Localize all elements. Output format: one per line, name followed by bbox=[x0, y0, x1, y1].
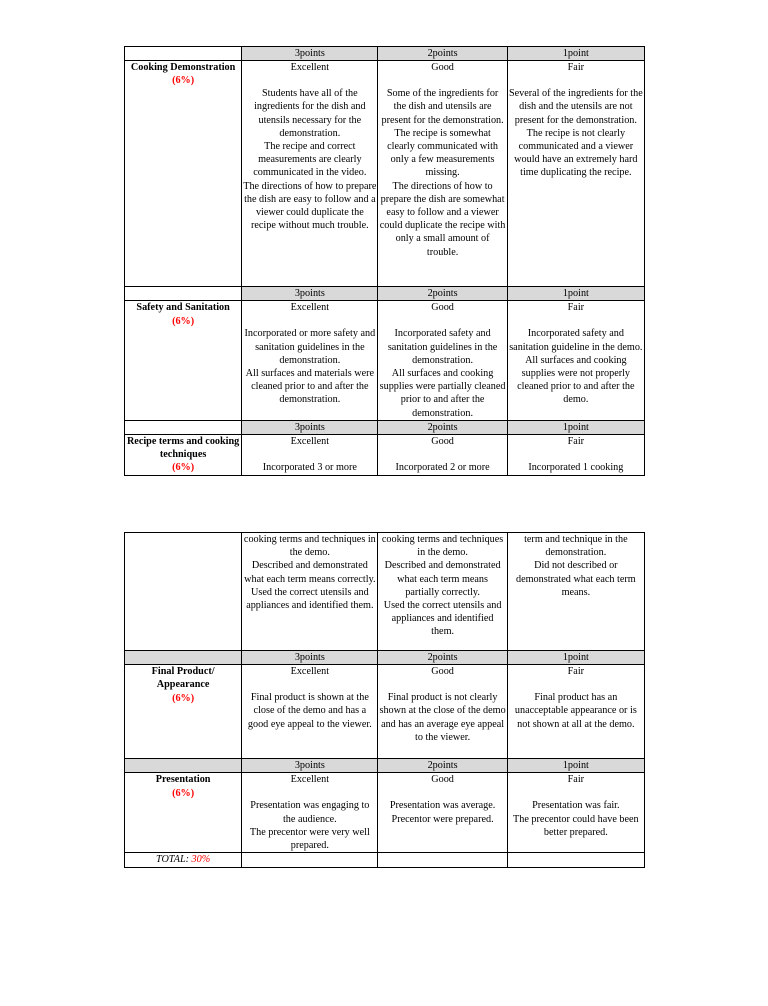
level-description: Incorporated or more safety and sanitation guidelines in the demonstration. All surfaces and materials were cleaned prior to and after the demonstration. bbox=[244, 328, 376, 406]
level-description: Presentation was average. Precentor were prepared. bbox=[389, 800, 496, 825]
level-description: Presentation was fair. The precentor could have been better prepared. bbox=[513, 800, 639, 838]
level-label: Excellent bbox=[290, 436, 330, 448]
cell-fair bbox=[507, 665, 644, 759]
cell-fair bbox=[507, 301, 644, 420]
rubric-table-2 bbox=[124, 532, 645, 868]
points-2: 2points bbox=[378, 420, 507, 434]
rubric-table-1 bbox=[124, 46, 645, 476]
level-description: Presentation was engaging to the audience. The precentor were very well prepared. bbox=[249, 800, 370, 852]
points-3: 3points bbox=[242, 47, 378, 61]
points-2: 2points bbox=[378, 759, 507, 773]
points-header-row bbox=[125, 651, 645, 665]
level-label: Excellent bbox=[290, 774, 330, 786]
level-label: Good bbox=[431, 62, 454, 74]
criterion-weight: (6%) bbox=[172, 462, 195, 474]
points-header-row bbox=[125, 759, 645, 773]
level-description: term and technique in the demonstration. Did not described or demonstrated what each term means. bbox=[516, 534, 636, 598]
level-description: Incorporated 2 or more bbox=[395, 462, 490, 474]
level-description: Incorporated 3 or more bbox=[262, 462, 357, 474]
cell-good bbox=[378, 301, 507, 420]
criterion-row-final-product bbox=[125, 665, 645, 759]
points-2: 2points bbox=[378, 287, 507, 301]
cell-good bbox=[378, 533, 507, 651]
criterion-row-safety bbox=[125, 301, 645, 420]
points-header-row bbox=[125, 420, 645, 434]
points-3: 3points bbox=[242, 651, 378, 665]
cell-excellent bbox=[242, 773, 378, 853]
points-1: 1point bbox=[507, 47, 644, 61]
level-description: Incorporated 1 cooking bbox=[528, 462, 624, 474]
cell-good bbox=[378, 665, 507, 759]
criterion-name: Final Product/ Appearance bbox=[151, 666, 215, 691]
level-label: Good bbox=[431, 774, 454, 786]
level-label: Fair bbox=[567, 302, 585, 314]
criterion-label bbox=[125, 665, 242, 759]
criterion-label bbox=[125, 773, 242, 853]
criterion-row-presentation bbox=[125, 773, 645, 853]
level-label: Fair bbox=[567, 436, 585, 448]
points-1: 1point bbox=[507, 651, 644, 665]
level-label: Excellent bbox=[290, 666, 330, 678]
level-label: Fair bbox=[567, 666, 585, 678]
criterion-weight: (6%) bbox=[172, 75, 195, 87]
level-description: Some of the ingredients for the dish and utensils are present for the demonstration. The recipe is somewhat clearly communicated with only a few measurements missing. The directions of how to prepare the dish are somewhat easy to follow and a viewer could duplicate the recipe with only a small amount of trouble. bbox=[379, 88, 506, 258]
criterion-name: Safety and Sanitation bbox=[136, 302, 230, 314]
level-label: Good bbox=[431, 666, 454, 678]
points-3: 3points bbox=[242, 759, 378, 773]
cell-excellent bbox=[242, 435, 378, 476]
level-description: Incorporated safety and sanitation guideline in the demo. All surfaces and cooking supplies were not properly cleaned prior to and after the demo. bbox=[509, 328, 643, 406]
points-3: 3points bbox=[242, 420, 378, 434]
level-label: Excellent bbox=[290, 62, 330, 74]
level-description: Students have all of the ingredients for the dish and utensils necessary for the demonstration. The recipe and correct measurements are clearly communicated in the video. The directions of how to prepare the dish are easy to follow and a viewer could duplicate the recipe without much trouble. bbox=[243, 88, 377, 232]
total-label: TOTAL: bbox=[155, 854, 189, 866]
criterion-row-cooking bbox=[125, 61, 645, 287]
cell-fair bbox=[507, 61, 644, 287]
level-description: Final product is shown at the close of the demo and has a good eye appeal to the viewer. bbox=[247, 692, 372, 730]
criterion-weight: (6%) bbox=[172, 787, 195, 799]
level-label: Fair bbox=[567, 774, 585, 786]
cell-good bbox=[378, 435, 507, 476]
cell-excellent bbox=[242, 301, 378, 420]
level-description: Final product is not clearly shown at the close of the demo and has an average eye appeal to the viewer. bbox=[379, 692, 506, 743]
cell-excellent bbox=[242, 533, 378, 651]
level-description: Final product has an unacceptable appearance or is not shown at all at the demo. bbox=[514, 692, 637, 730]
total-value: 30% bbox=[191, 854, 211, 866]
level-label: Good bbox=[431, 436, 454, 448]
points-2: 2points bbox=[378, 47, 507, 61]
points-header-row bbox=[125, 47, 645, 61]
criterion-row-terms bbox=[125, 435, 645, 476]
level-label: Good bbox=[431, 302, 454, 314]
cell-fair bbox=[507, 435, 644, 476]
level-description: cooking terms and techniques in the demo. Described and demonstrated what each term means correctly. Used the correct utensils and appliances and identified them. bbox=[243, 534, 376, 612]
criterion-label bbox=[125, 61, 242, 287]
cell-good bbox=[378, 773, 507, 853]
level-label: Fair bbox=[567, 62, 585, 74]
criterion-name: Presentation bbox=[155, 774, 211, 786]
level-description: cooking terms and techniques in the demo. Described and demonstrated what each term means partially correctly. Used the correct utensils and appliances and identified them. bbox=[381, 534, 504, 638]
total-row bbox=[125, 853, 645, 867]
level-description: Incorporated safety and sanitation guidelines in the demonstration. All surfaces and cooking supplies were partially cleaned prior to and after the demonstration. bbox=[379, 328, 506, 419]
cell-fair bbox=[507, 533, 644, 651]
cell-excellent bbox=[242, 61, 378, 287]
points-header-row bbox=[125, 287, 645, 301]
points-1: 1point bbox=[507, 287, 644, 301]
points-2: 2points bbox=[378, 651, 507, 665]
level-description: Several of the ingredients for the dish and the utensils are not present for the demonstration. The recipe is not clearly communicated and a viewer would have an extremely hard time duplicating the recipe. bbox=[508, 88, 643, 179]
criterion-label bbox=[125, 301, 242, 420]
points-1: 1point bbox=[507, 420, 644, 434]
criterion-name: Recipe terms and cooking techniques bbox=[126, 436, 240, 461]
criterion-weight: (6%) bbox=[172, 315, 195, 327]
cell-good bbox=[378, 61, 507, 287]
level-label: Excellent bbox=[290, 302, 330, 314]
criterion-label bbox=[125, 435, 242, 476]
criterion-name: Cooking Demonstration bbox=[130, 62, 236, 74]
points-3: 3points bbox=[242, 287, 378, 301]
criterion-row-terms-continued bbox=[125, 533, 645, 651]
criterion-weight: (6%) bbox=[172, 692, 195, 704]
cell-fair bbox=[507, 773, 644, 853]
cell-excellent bbox=[242, 665, 378, 759]
total-cell bbox=[125, 853, 242, 867]
points-1: 1point bbox=[507, 759, 644, 773]
